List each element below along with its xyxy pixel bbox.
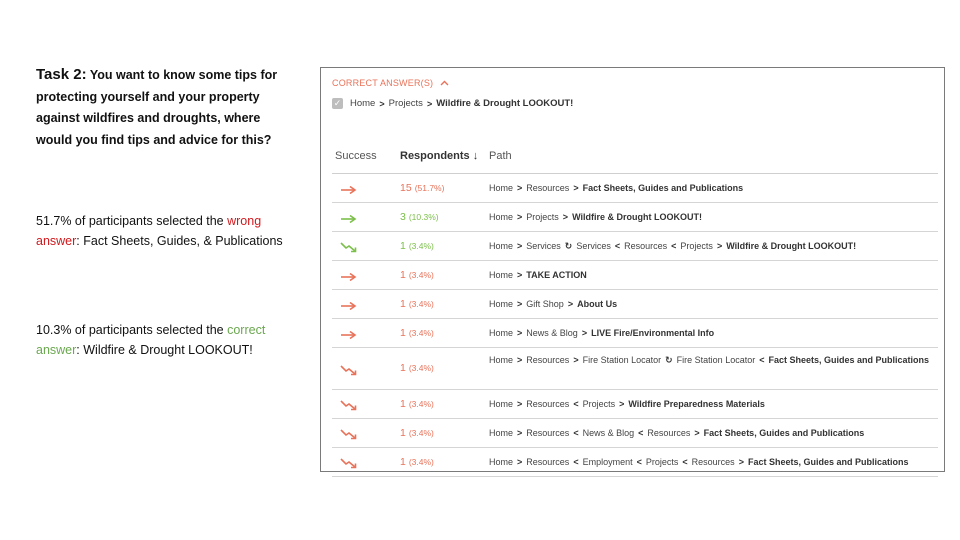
wrong-answer-stat: [36, 212, 296, 251]
indirect-failure-arrow-icon: [340, 427, 358, 439]
task-description: [36, 64, 296, 151]
direct-success-arrow-icon: [340, 211, 358, 223]
chevron-right-icon: >: [517, 183, 523, 193]
path-node: Home: [489, 457, 514, 467]
path-cell: [489, 352, 932, 368]
chevron-right-icon: >: [738, 457, 744, 467]
wrong-stat-lead: 51.7% of participants selected the: [36, 214, 224, 228]
direct-failure-arrow-icon: [340, 182, 358, 194]
chevron-right-icon: >: [517, 328, 523, 338]
respondents-cell: [400, 298, 434, 310]
path-node: Resources: [647, 428, 691, 438]
path-node: Resources: [526, 399, 570, 409]
sort-down-icon: ↓: [472, 150, 479, 162]
respondents-cell: [400, 182, 444, 194]
table-row[interactable]: [332, 390, 938, 419]
table-row[interactable]: [332, 203, 938, 232]
respondent-percent: (10.3%): [408, 211, 439, 222]
path-node: Home: [489, 183, 514, 193]
respondents-cell: [400, 456, 434, 468]
table-row[interactable]: [332, 290, 938, 319]
path-node: Fact Sheets, Guides and Publications: [582, 183, 744, 193]
path-node: Wildfire & Drought LOOKOUT!: [572, 212, 702, 222]
chevron-right-icon: >: [517, 355, 523, 365]
col-path[interactable]: Path: [489, 150, 512, 162]
respondent-percent: (3.4%): [408, 398, 434, 409]
chevron-right-icon: >: [517, 457, 523, 467]
path-node: News & Blog: [582, 428, 635, 438]
correct-path-item: Projects: [388, 98, 423, 109]
path-node: Wildfire & Drought LOOKOUT!: [726, 241, 857, 251]
correct-answer-highlight: correct answer: [36, 323, 266, 357]
respondent-count: 1: [400, 239, 406, 252]
chevron-right-icon: >: [567, 299, 574, 309]
path-node: Services: [526, 241, 561, 251]
indirect-failure-arrow-icon: [340, 456, 358, 468]
path-node: Resources: [526, 355, 570, 365]
respondent-count: 1: [400, 455, 406, 468]
correct-stat-tail: : Wildfire & Drought LOOKOUT!: [76, 342, 253, 357]
correct-answer-path: [332, 98, 573, 109]
chevron-right-icon: >: [517, 270, 523, 280]
task-label: Task 2:: [36, 66, 87, 83]
respondents-cell: [400, 398, 434, 410]
respondent-count: 1: [400, 397, 406, 410]
correct-answers-label: CORRECT ANSWER(S): [332, 78, 434, 88]
table-row[interactable]: [332, 448, 938, 477]
indirect-failure-arrow-icon: [340, 363, 358, 375]
path-node: Resources: [526, 428, 570, 438]
correct-answer-stat: [36, 321, 296, 360]
task-question: [36, 64, 296, 151]
table-row[interactable]: [332, 348, 938, 390]
respondent-percent: (3.4%): [408, 240, 434, 251]
path-node: Home: [489, 299, 514, 309]
path-node: Fire Station Locator: [676, 355, 756, 365]
wrong-stat-tail: : Fact Sheets, Guides, & Publications: [76, 233, 283, 248]
path-cell: [489, 209, 932, 225]
path-node: Fire Station Locator: [582, 355, 662, 365]
correct-answers-toggle[interactable]: [332, 78, 449, 88]
results-card: [320, 67, 945, 472]
path-cell: [489, 454, 932, 470]
path-node: Home: [489, 355, 514, 365]
chevron-right-icon: >: [573, 355, 579, 365]
path-node: Home: [489, 328, 514, 338]
path-node: Fact Sheets, Guides and Publications: [703, 428, 865, 438]
respondents-cell: [400, 211, 439, 223]
chevron-right-icon: >: [716, 241, 723, 251]
respondent-percent: (3.4%): [408, 298, 434, 309]
path-node: Wildfire Preparedness Materials: [628, 399, 765, 409]
correct-stat-lead: 10.3% of participants selected the: [36, 323, 224, 337]
refresh-icon: ↻: [564, 241, 573, 251]
path-cell: [489, 425, 932, 441]
path-node: Resources: [624, 241, 668, 251]
direct-failure-arrow-icon: [340, 298, 358, 310]
path-node: Home: [489, 399, 514, 409]
path-node: Resources: [526, 183, 570, 193]
path-node: Resources: [691, 457, 735, 467]
respondents-cell: [400, 362, 434, 374]
path-node: Projects: [680, 241, 713, 251]
direct-failure-arrow-icon: [340, 327, 358, 339]
col-respondents[interactable]: [400, 150, 478, 162]
respondent-percent: (3.4%): [408, 456, 434, 467]
respondent-percent: (3.4%): [408, 427, 434, 438]
path-node: Projects: [526, 212, 559, 222]
path-node: TAKE ACTION: [526, 270, 587, 280]
path-node: Home: [489, 212, 514, 222]
chevron-left-icon: <: [614, 241, 621, 251]
path-node: News & Blog: [526, 328, 578, 338]
path-cell: [489, 325, 932, 341]
path-node: Fact Sheets, Guides and Publications: [747, 457, 909, 467]
chevron-left-icon: <: [671, 241, 677, 251]
path-node: Home: [489, 270, 514, 280]
path-node: Home: [489, 428, 514, 438]
path-node: Fact Sheets, Guides and Publications: [768, 355, 930, 365]
chevron-right-icon: >: [517, 428, 523, 438]
chevron-right-icon: >: [694, 428, 700, 438]
path-cell: [489, 238, 932, 254]
chevron-right-icon: >: [619, 399, 625, 409]
chevron-left-icon: <: [759, 355, 765, 365]
respondent-count: 3: [400, 210, 406, 223]
respondents-cell: [400, 269, 434, 281]
checkbox-icon: ✓: [333, 98, 342, 108]
path-node: Services: [576, 241, 611, 251]
chevron-right-icon: >: [517, 212, 523, 222]
indirect-success-arrow-icon: [340, 240, 358, 252]
respondents-cell: [400, 240, 434, 252]
chevron-right-icon: >: [517, 299, 523, 309]
path-cell: [489, 396, 932, 412]
table-header: [321, 148, 944, 174]
respondent-count: 1: [400, 297, 406, 310]
path-cell: [489, 267, 932, 283]
table-row[interactable]: [332, 319, 938, 348]
respondent-percent: (3.4%): [408, 269, 434, 280]
col-respondents-label: Respondents: [400, 150, 470, 162]
table-row[interactable]: [332, 261, 938, 290]
path-node: Employment: [582, 457, 633, 467]
indirect-failure-arrow-icon: [340, 398, 358, 410]
chevron-right-icon: >: [562, 212, 569, 222]
correct-path-item: Home: [350, 98, 376, 109]
table-row[interactable]: [332, 419, 938, 448]
chevron-right-icon: >: [426, 98, 433, 109]
path-cell: [489, 296, 932, 312]
chevron-right-icon: >: [517, 399, 523, 409]
chevron-left-icon: <: [682, 457, 688, 467]
path-node: LIVE Fire/Environmental Info: [591, 328, 715, 338]
chevron-right-icon: >: [379, 98, 385, 109]
chevron-left-icon: <: [638, 428, 644, 438]
respondent-count: 1: [400, 326, 406, 339]
path-node: Projects: [645, 457, 679, 467]
direct-failure-arrow-icon: [340, 269, 358, 281]
respondent-count: 1: [400, 426, 406, 439]
chevron-left-icon: <: [636, 457, 642, 467]
chevron-right-icon: >: [517, 241, 523, 251]
chevron-left-icon: <: [573, 428, 579, 438]
respondents-cell: [400, 427, 434, 439]
path-node: Gift Shop: [526, 299, 564, 309]
respondent-percent: (51.7%): [414, 182, 445, 193]
path-node: Home: [489, 241, 514, 251]
table-row[interactable]: [332, 232, 938, 261]
respondent-percent: (3.4%): [408, 363, 434, 373]
respondent-percent: (3.4%): [408, 327, 434, 338]
respondent-count: 1: [400, 362, 406, 374]
chevron-right-icon: >: [581, 328, 588, 338]
table-row[interactable]: [332, 174, 938, 203]
chevron-left-icon: <: [573, 399, 579, 409]
results-table-body: [321, 174, 944, 477]
chevron-right-icon: >: [573, 183, 579, 193]
path-node: Projects: [582, 399, 616, 409]
chevron-left-icon: <: [573, 457, 579, 467]
task-text: You want to know some tips for protecting yourself and your property against wildfires and droughts, where would you find tips and advice for this?: [36, 68, 278, 147]
path-cell: [489, 180, 932, 196]
path-node: About Us: [577, 299, 618, 309]
respondent-count: 15: [400, 181, 412, 194]
respondent-count: 1: [400, 268, 406, 281]
wrong-answer-highlight: wrong answer: [36, 214, 262, 248]
chevron-up-icon: [440, 78, 449, 88]
path-node: Resources: [526, 457, 570, 467]
respondents-cell: [400, 327, 434, 339]
correct-path-item: Wildfire & Drought LOOKOUT!: [436, 98, 574, 109]
refresh-icon: ↻: [665, 355, 673, 365]
col-success[interactable]: Success: [335, 150, 377, 162]
